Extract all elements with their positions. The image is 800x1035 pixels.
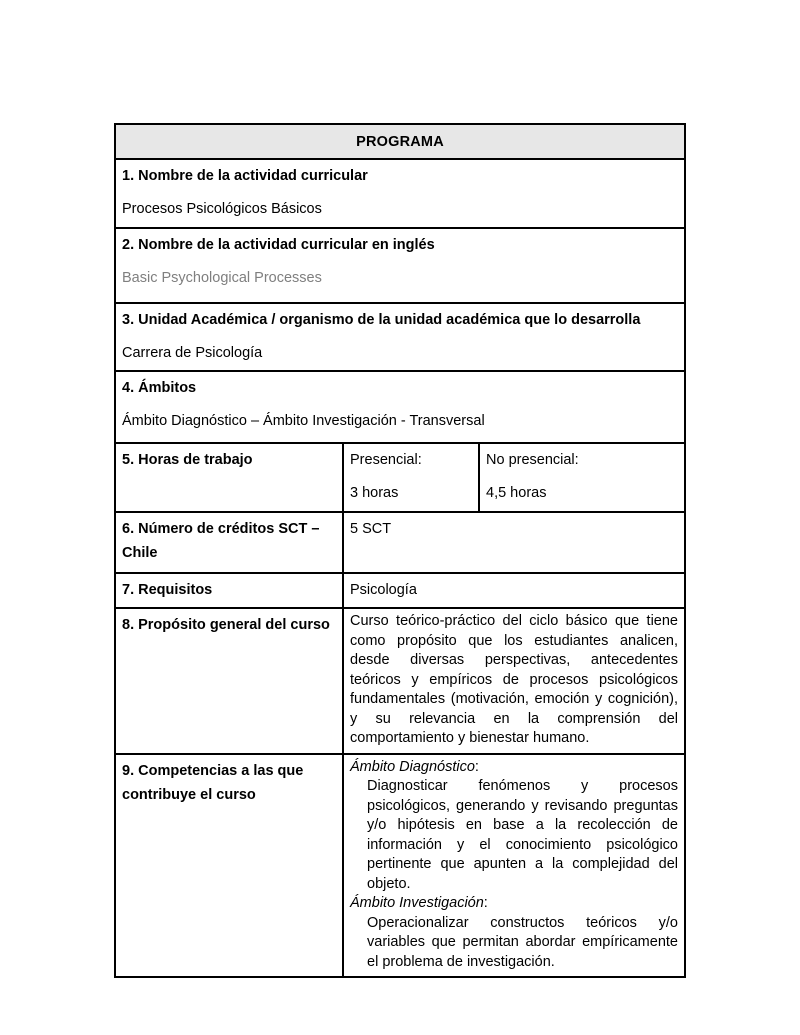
- row-horas-trabajo-label: 5. Horas de trabajo: [122, 452, 253, 468]
- row-competencias: [116, 753, 684, 977]
- no-presencial-value: 4,5 horas: [486, 485, 547, 501]
- row-creditos-sct-value-cell: [342, 513, 684, 572]
- row-nombre-actividad-label: 1. Nombre de la actividad curricular: [122, 168, 368, 184]
- row-horas-no-presencial-cell: [478, 444, 684, 511]
- table-header-row: [116, 125, 684, 158]
- row-ambitos-cell: [116, 372, 684, 442]
- row-ambitos: [116, 370, 684, 442]
- row-ambitos-label: 4. Ámbitos: [122, 380, 197, 396]
- row-creditos-sct-value: 5 SCT: [350, 521, 392, 537]
- ambito-investigacion-heading: [350, 894, 678, 914]
- row-proposito-label-cell: [116, 609, 342, 753]
- row-proposito-label: 8. Propósito general del curso: [122, 617, 330, 633]
- row-requisitos-value: Psicología: [350, 582, 417, 598]
- row-proposito-value-cell: [342, 609, 684, 753]
- row-unidad-academica-cell: [116, 304, 684, 370]
- table-title: PROGRAMA: [356, 133, 444, 150]
- row-horas-trabajo: [116, 442, 684, 511]
- row-nombre-ingles-cell: [116, 229, 684, 302]
- no-presencial-label: No presencial:: [486, 452, 579, 468]
- row-nombre-ingles: [116, 227, 684, 302]
- row-competencias-value-cell: [342, 755, 684, 977]
- row-requisitos-value-cell: [342, 574, 684, 607]
- presencial-label: Presencial:: [350, 452, 422, 468]
- row-ambitos-value: Ámbito Diagnóstico – Ámbito Investigación - Transversal: [122, 413, 485, 429]
- row-creditos-sct: [116, 511, 684, 572]
- row-nombre-ingles-value: Basic Psychological Processes: [122, 270, 322, 286]
- ambito-diagnostico-body: Diagnosticar fenómenos y procesos psicológicos, generando y revisando preguntas y/o hipótesis en base a la recolección de información y el conocimiento psicológico pertinente que apunten a la complejidad del objeto.: [367, 778, 678, 892]
- row-unidad-academica: [116, 302, 684, 370]
- program-table: [114, 123, 686, 978]
- row-proposito: [116, 607, 684, 753]
- ambito-investigacion-heading-colon: :: [483, 895, 488, 911]
- presencial-value: 3 horas: [350, 485, 399, 501]
- ambito-investigacion-heading-text: Ámbito Investigación: [350, 895, 484, 911]
- row-proposito-value: Curso teórico-práctico del ciclo básico que tiene como propósito que los estudiantes analicen, desde diversas perspectivas, antecedentes teóricos y empíricos de procesos psicológicos fundamentales (motivación, emoción y cognición), y su relevancia en la comprensión del comportamiento y bienestar humano.: [350, 613, 678, 746]
- row-horas-trabajo-label-cell: [116, 444, 342, 511]
- row-nombre-actividad: [116, 158, 684, 227]
- row-creditos-sct-label: 6. Número de créditos SCT – Chile: [122, 521, 320, 561]
- row-nombre-actividad-value: Procesos Psicológicos Básicos: [122, 201, 322, 217]
- ambito-diagnostico-heading-colon: :: [474, 758, 479, 775]
- row-unidad-academica-label: 3. Unidad Académica / organismo de la unidad académica que lo desarrolla: [122, 312, 641, 328]
- row-unidad-academica-value: Carrera de Psicología: [122, 345, 263, 361]
- ambito-investigacion-body: Operacionalizar constructos teóricos y/o variables que permitan abordar empíricamente el problema de investigación.: [367, 914, 678, 970]
- ambito-diagnostico-heading: [350, 758, 678, 778]
- row-nombre-actividad-cell: [116, 160, 684, 227]
- row-requisitos: [116, 572, 684, 607]
- ambito-diagnostico-heading-text: Ámbito Diagnóstico: [350, 758, 475, 775]
- row-competencias-label: 9. Competencias a las que contribuye el curso: [122, 762, 304, 803]
- row-competencias-label-cell: [116, 755, 342, 977]
- row-requisitos-label-cell: [116, 574, 342, 607]
- row-requisitos-label: 7. Requisitos: [122, 582, 213, 598]
- row-creditos-sct-label-cell: [116, 513, 342, 572]
- row-nombre-ingles-label: 2. Nombre de la actividad curricular en inglés: [122, 237, 435, 253]
- row-horas-presencial-cell: [342, 444, 478, 511]
